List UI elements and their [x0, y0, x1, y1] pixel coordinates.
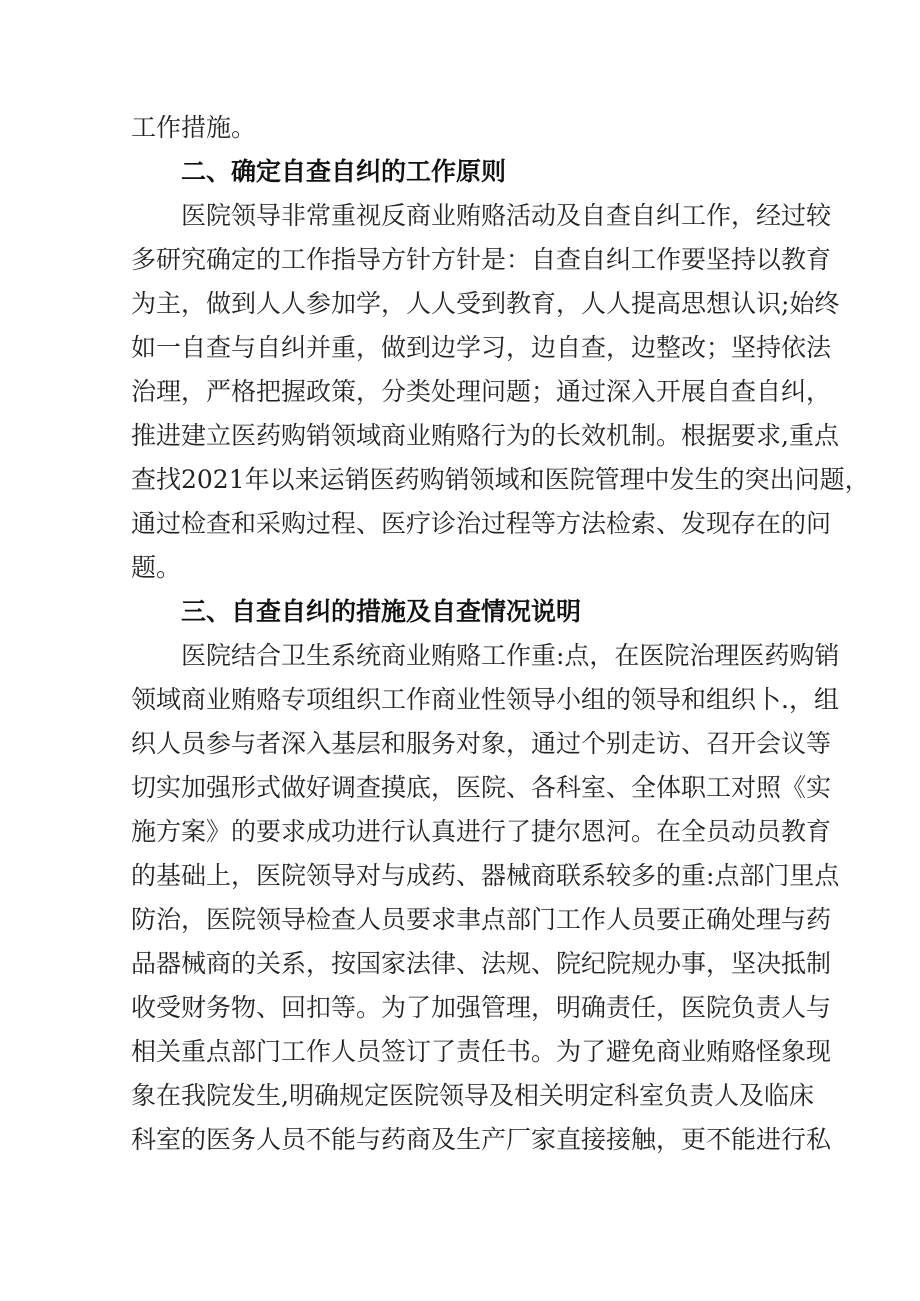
line-text: 象在我院发生,明确规定医院领导及相关明定科室负责人及临床 [131, 1081, 814, 1110]
line-text: 的基础上，医院领导对与成药、器械商联系较多的重:点部门里点 [131, 861, 840, 890]
text-line [0, 810, 920, 854]
line-text: 切实加强形式做好调查摸底，医院、各科室、全体职工对照《实 [131, 773, 832, 802]
line-text: 推进建立医药购销领域商业贿赂行为的长效机制。根据要求,重点 [131, 421, 839, 450]
line-text: 多研究确定的工作指导方针方针是：自查自纠工作要坚持以教育 [131, 245, 832, 274]
text-line [0, 986, 920, 1030]
text-line [0, 942, 920, 986]
line-text: 医院领导非常重视反商业贿赂活动及自查自纠工作，经过较 [181, 201, 832, 230]
text-line [0, 634, 920, 678]
text-line [0, 106, 920, 150]
line-text: 为主，做到人人参加学，人人受到教育，人人提高思想认识;始终 [131, 289, 840, 318]
line-text: 品器械商的关系，按国家法律、法规、院纪院规办事，坚决抵制 [131, 949, 832, 978]
line-text: 相关重点部门工作人员签订了责任书。为了避免商业贿赂怪象现 [131, 1037, 832, 1066]
section-heading [0, 590, 920, 634]
line-text: 医院结合卫生系统商业贿赂工作重:点，在医院治理医药购销 [181, 641, 840, 670]
text-line [0, 898, 920, 942]
text-line [0, 678, 920, 722]
line-text: 通过检查和采购过程、医疗诊治过程等方法检索、发现存在的问 [131, 509, 832, 538]
text-line [0, 722, 920, 766]
line-text: 科室的医务人员不能与药商及生产厂家直接接触，更不能进行私 [131, 1125, 832, 1154]
text-line [0, 502, 920, 546]
heading-text: 三、自查自纠的措施及自查情况说明 [181, 597, 582, 626]
line-text: 织人员参与者深入基层和服务对象，通过个别走访、召开会议等 [131, 729, 832, 758]
text-line [0, 1030, 920, 1074]
text-line [0, 194, 920, 238]
text-line [0, 1118, 920, 1162]
line-text: 查找2021年以来运销医药购销领域和医院管理中发生的突出问题， [131, 465, 870, 494]
text-line [0, 854, 920, 898]
text-line [0, 326, 920, 370]
text-line [0, 458, 920, 502]
line-text: 治理，严格把握政策，分类处理问题；通过深入开展自查自纠， [131, 377, 832, 406]
section-heading [0, 150, 920, 194]
line-text: 防治，医院领导检查人员要求聿点部门工作人员要正确处理与药 [131, 905, 832, 934]
text-line [0, 1074, 920, 1118]
line-text: 施方案》的要求成功进行认真进行了捷尔恩河。在全员动员教育 [131, 817, 832, 846]
line-text: 工作措施。 [131, 113, 257, 142]
text-line [0, 370, 920, 414]
line-text: 领域商业贿赂专项组织工作商业性领导小组的领导和组织卜.，组 [131, 685, 839, 714]
line-text: 题。 [131, 553, 182, 582]
text-line [0, 546, 920, 590]
text-line [0, 414, 920, 458]
line-text: 如一自查与自纠并重，做到边学习，边自查，边整改；坚持依法 [131, 333, 832, 362]
text-line [0, 238, 920, 282]
text-line [0, 766, 920, 810]
line-text: 收受财务物、回扣等。为了加强管理，明确责任，医院负责人与 [131, 993, 832, 1022]
text-line [0, 282, 920, 326]
heading-text: 二、确定自查自纠的工作原则 [181, 157, 507, 186]
